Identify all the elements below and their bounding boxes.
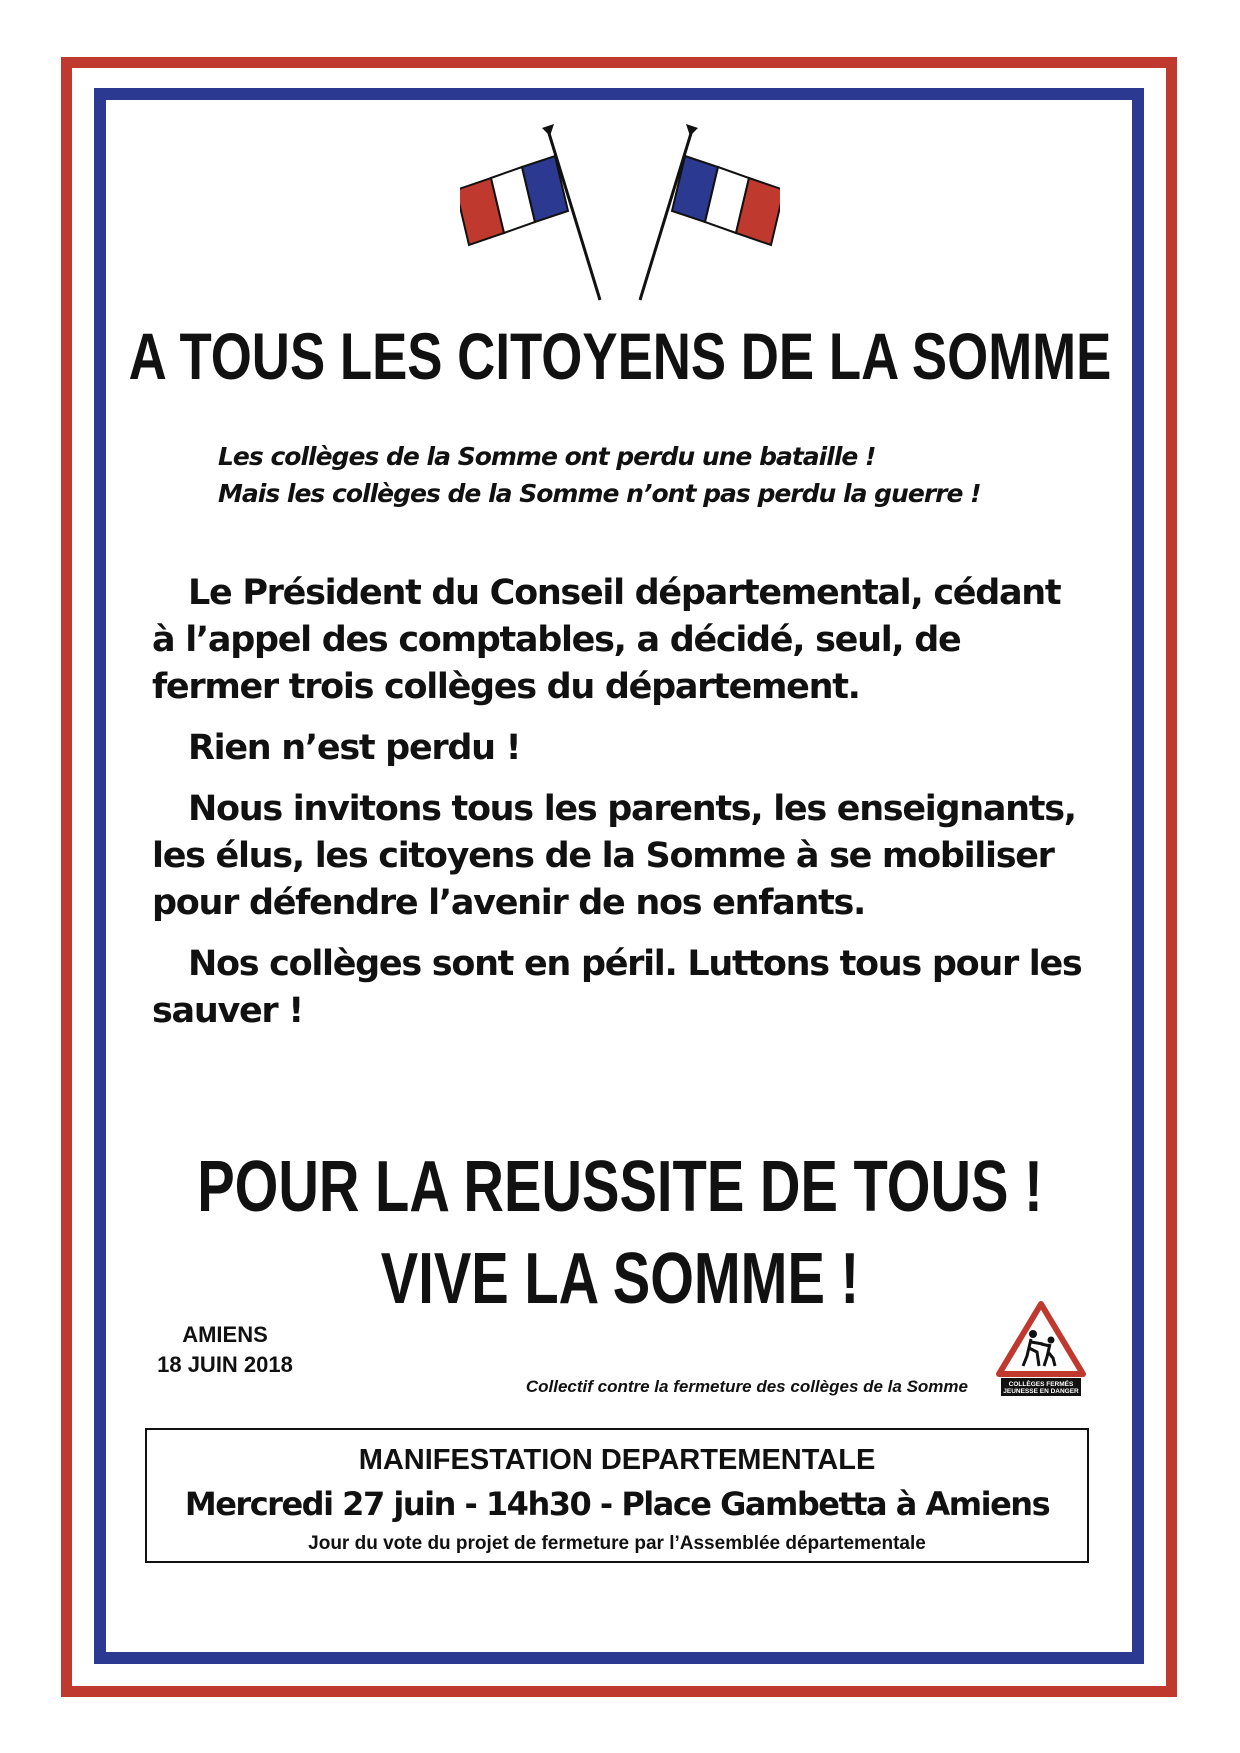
slogan-line: POUR LA REUSSITE DE TOUS ! [197, 1147, 1043, 1227]
subtitle-line: Mais les collèges de la Somme n’ont pas perdu la guerre ! [218, 479, 981, 508]
event-box [145, 1428, 1089, 1563]
sign-text-line: COLLÈGES FERMÉS [1008, 1381, 1074, 1388]
crossed-french-flags-icon [460, 120, 780, 310]
body-paragraph: Rien n’est perdu ! [188, 728, 521, 768]
body-paragraph: Nos collèges sont en péril. Luttons tous pour les sauver ! [152, 944, 1082, 1031]
poster-title: A TOUS LES CITOYENS DE LA SOMME [128, 319, 1112, 393]
collectif-signature: Collectif contre la fermeture des collèges de la Somme [525, 1377, 968, 1396]
date: 18 JUIN 2018 [157, 1352, 293, 1377]
event-title: MANIFESTATION DEPARTEMENTALE [358, 1444, 876, 1476]
body-paragraph: Nous invitons tous les parents, les enseignants, les élus, les citoyens de la Somme à se mobiliser pour défendre l’avenir de nos enfants. [152, 789, 1076, 923]
body-paragraph: Le Président du Conseil départemental, cédant à l’appel des comptables, a décidé, seul, de fermer trois collèges du département. [152, 573, 1061, 707]
event-note: Jour du vote du projet de fermeture par l’Assemblée départementale [308, 1533, 926, 1554]
body-text [152, 570, 1082, 1049]
event-detail: Mercredi 27 juin - 14h30 - Place Gambetta à Amiens [184, 1485, 1050, 1523]
subtitle-line: Les collèges de la Somme ont perdu une bataille ! [218, 442, 876, 471]
place-date [150, 1320, 300, 1380]
school-crossing-sign-icon [995, 1300, 1087, 1400]
subtitle [218, 438, 1038, 512]
sign-text-line: JEUNESSE EN DANGER [1003, 1388, 1079, 1395]
slogan-line: VIVE LA SOMME ! [380, 1239, 860, 1319]
city: AMIENS [182, 1322, 268, 1347]
